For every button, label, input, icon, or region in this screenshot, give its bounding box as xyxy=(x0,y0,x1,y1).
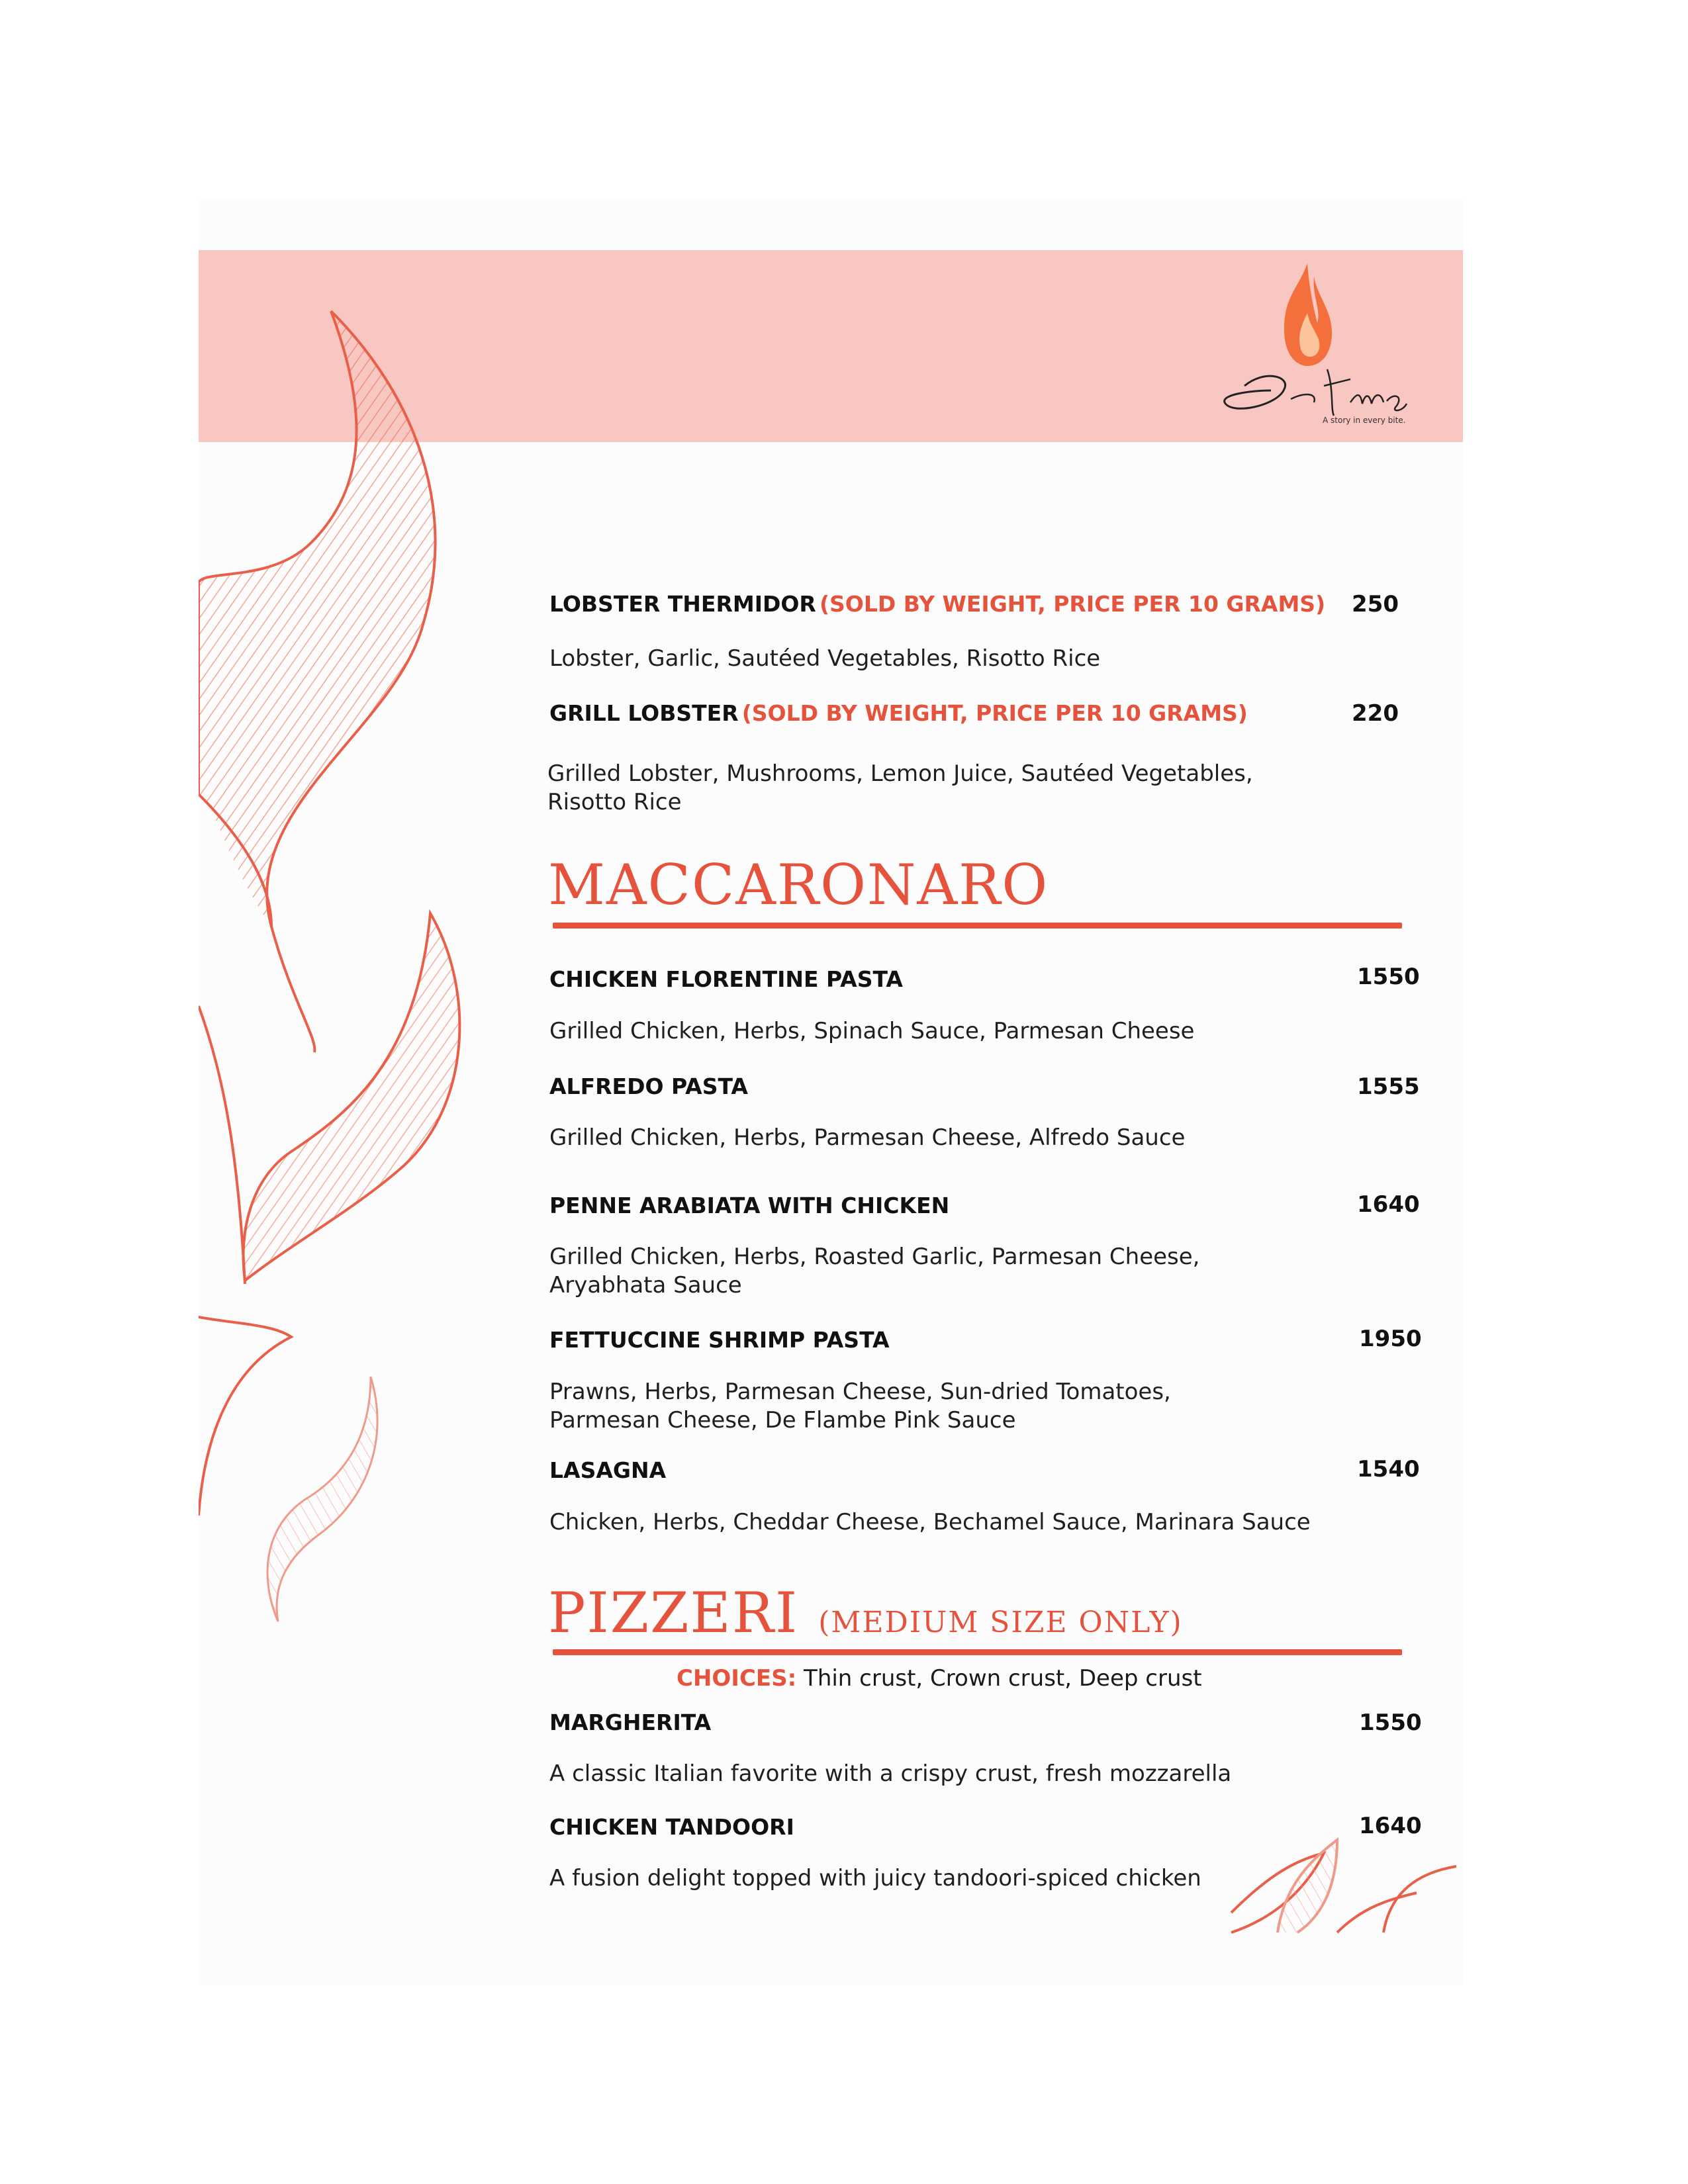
menu-page xyxy=(199,199,1463,1985)
item-description: Lobster, Garlic, Sautéed Vegetables, Risotto Rice xyxy=(549,645,1101,672)
item-description: Grilled Chicken, Herbs, Roasted Garlic, Parmesan Cheese, Aryabhata Sauce xyxy=(549,1244,1200,1298)
section-header-pizzeri xyxy=(548,1580,1183,1645)
item-description: Chicken, Herbs, Cheddar Cheese, Bechamel Sauce, Marinara Sauce xyxy=(549,1509,1311,1535)
item-description: Grilled Chicken, Herbs, Spinach Sauce, Parmesan Cheese xyxy=(549,1018,1195,1044)
item-name: CHICKEN FLORENTINE PASTA xyxy=(549,966,903,992)
menu-item-grill-lobster xyxy=(549,700,1248,726)
item-name: GRILL LOBSTER xyxy=(549,700,739,726)
leaf-illustration xyxy=(199,199,1463,1985)
choices-text: Thin crust, Crown crust, Deep crust xyxy=(804,1665,1202,1692)
item-note: (SOLD BY WEIGHT, PRICE PER 10 GRAMS) xyxy=(741,700,1248,726)
item-price: 1640 xyxy=(1357,1191,1420,1218)
item-price: 220 xyxy=(1352,700,1399,727)
item-name: LOBSTER THERMIDOR xyxy=(549,591,816,617)
section-divider xyxy=(553,1649,1402,1655)
item-price: 250 xyxy=(1352,591,1399,617)
item-description: Grilled Lobster, Mushrooms, Lemon Juice, Sautéed Vegetables, Risotto Rice xyxy=(547,760,1253,815)
item-note: (SOLD BY WEIGHT, PRICE PER 10 GRAMS) xyxy=(819,591,1326,617)
item-name: ALFREDO PASTA xyxy=(549,1073,748,1099)
item-name: FETTUCCINE SHRIMP PASTA xyxy=(549,1327,890,1353)
item-price: 1950 xyxy=(1359,1326,1422,1352)
item-price: 1640 xyxy=(1359,1813,1422,1839)
item-price: 1555 xyxy=(1357,1073,1420,1100)
item-name: CHICKEN TANDOORI xyxy=(549,1814,794,1840)
menu-item-lobster-thermidor xyxy=(549,591,1325,617)
item-price: 1550 xyxy=(1359,1709,1422,1736)
item-price: 1540 xyxy=(1357,1456,1420,1482)
section-title-maccaronaro: MACCARONARO xyxy=(548,852,1049,917)
section-subtitle: (MEDIUM SIZE ONLY) xyxy=(818,1606,1183,1639)
brand-tagline: A story in every bite. xyxy=(1323,416,1406,425)
choices-label: CHOICES: xyxy=(677,1665,797,1692)
brand-logo xyxy=(1192,250,1423,442)
item-description: Prawns, Herbs, Parmesan Cheese, Sun-dried Tomatoes, Parmesan Cheese, De Flambe Pink Sauce xyxy=(549,1379,1171,1433)
item-price: 1550 xyxy=(1357,964,1420,990)
item-name: LASAGNA xyxy=(549,1457,667,1483)
item-description: A fusion delight topped with juicy tandoori-spiced chicken xyxy=(549,1865,1201,1891)
item-name: MARGHERITA xyxy=(549,1709,712,1735)
item-description: Grilled Chicken, Herbs, Parmesan Cheese, Alfredo Sauce xyxy=(549,1124,1186,1151)
flame-icon xyxy=(1192,250,1423,442)
item-name: PENNE ARABIATA WITH CHICKEN xyxy=(549,1193,950,1218)
section-title-pizzeri: PIZZERI xyxy=(548,1580,799,1645)
item-description: A classic Italian favorite with a crispy crust, fresh mozzarella xyxy=(549,1760,1232,1787)
section-divider xyxy=(553,923,1402,929)
crust-choices xyxy=(677,1665,1202,1692)
